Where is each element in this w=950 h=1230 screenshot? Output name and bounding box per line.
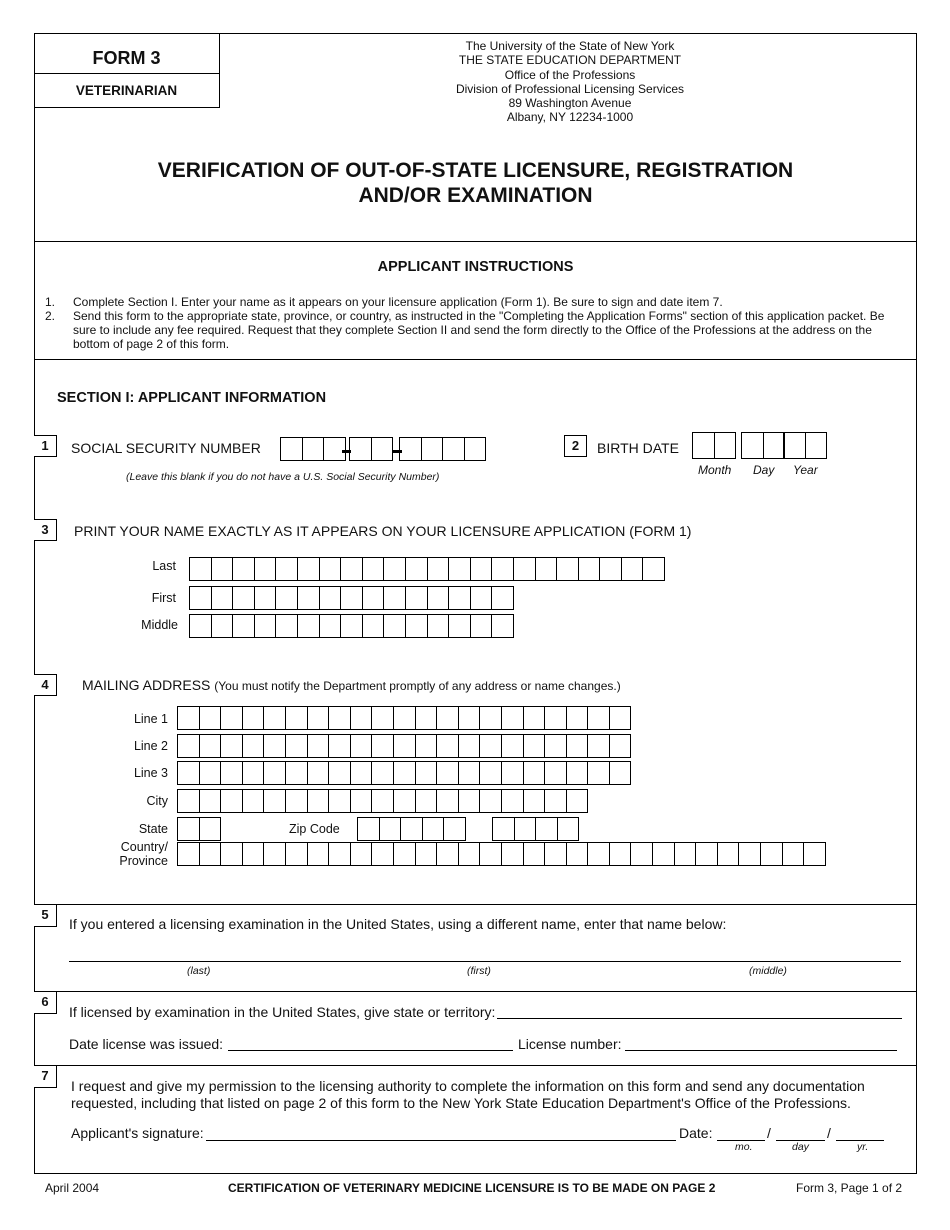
instruction-item	[45, 309, 905, 351]
ssn-part-2-boxes[interactable]	[349, 437, 393, 461]
divider	[34, 359, 917, 360]
item-6-text: If licensed by examination in the United States, give state or territory:	[69, 1004, 496, 1020]
address-line-2-label: Line 2	[133, 739, 168, 753]
mailing-address-note: (You must notify the Department promptly of any address or name changes.)	[214, 679, 621, 693]
instruction-number: 1.	[45, 295, 56, 309]
item-number-3: 3	[34, 519, 57, 541]
department-line: THE STATE EDUCATION DEPARTMENT	[458, 53, 682, 68]
instructions-heading: APPLICANT INSTRUCTIONS	[377, 259, 574, 275]
name-instruction: PRINT YOUR NAME EXACTLY AS IT APPEARS ON YOUR LICENSURE APPLICATION (FORM 1)	[74, 523, 692, 539]
item-number-5: 5	[34, 905, 57, 927]
item-number-4: 4	[34, 674, 57, 696]
date-label: Date:	[679, 1125, 713, 1141]
address-line-1-label: Line 1	[133, 712, 168, 726]
form-tag	[34, 33, 220, 108]
divider	[34, 241, 917, 242]
address-line-1-boxes[interactable]	[177, 706, 631, 730]
country-label	[100, 840, 168, 868]
title-line-1: VERIFICATION OF OUT-OF-STATE LICENSURE, REGISTRATION	[157, 159, 794, 182]
first-caption: (first)	[467, 965, 491, 977]
form-number: FORM 3	[34, 33, 219, 74]
mailing-address-label: MAILING ADDRESS	[82, 677, 211, 693]
divider	[34, 1065, 917, 1066]
ssn-part-1-boxes[interactable]	[280, 437, 346, 461]
middle-name-boxes[interactable]	[189, 614, 514, 638]
department-line: Albany, NY 12234-1000	[506, 110, 634, 125]
zip-code-label: Zip Code	[289, 822, 340, 836]
permission-text-line-1: I request and give my permission to the licensing authority to complete the information on this form and send any documentation	[71, 1078, 865, 1094]
permission-text	[71, 1078, 865, 1112]
divider	[34, 991, 917, 992]
department-address	[380, 39, 760, 125]
country-province-boxes[interactable]	[177, 842, 826, 866]
day-caption: day	[792, 1141, 809, 1153]
last-caption: (last)	[187, 965, 211, 977]
form-profession: VETERINARIAN	[75, 83, 178, 98]
first-name-label: First	[151, 591, 176, 605]
date-issued-line[interactable]	[228, 1050, 513, 1051]
year-caption: Year	[793, 463, 818, 477]
birth-day-boxes[interactable]	[741, 432, 785, 459]
instruction-number: 2.	[45, 309, 56, 323]
signature-line[interactable]	[206, 1140, 676, 1141]
permission-text-line-2: requested, including that listed on page 2 of this form to the New York State Education Department's Office of the Professions.	[71, 1095, 851, 1111]
item-number-1: 1	[34, 435, 57, 457]
city-boxes[interactable]	[177, 789, 588, 813]
footer-notice: CERTIFICATION OF VETERINARY MEDICINE LICENSURE IS TO BE MADE ON PAGE 2	[228, 1181, 716, 1195]
item-number-7: 7	[34, 1066, 57, 1088]
instruction-item	[45, 295, 905, 309]
state-label: State	[138, 822, 168, 836]
ssn-part-3-boxes[interactable]	[399, 437, 486, 461]
department-line: Office of the Professions	[504, 67, 636, 82]
department-line: 89 Washington Avenue	[508, 96, 632, 111]
instruction-text: Send this form to the appropriate state, province, or country, as instructed in the "Completing the Application Forms" section of this application packet. Be sure to include any fee required. Request that they complete Section II and send the form directly to the Office of the Professions at the address on the bottom of page 2 of this form.	[73, 309, 885, 351]
middle-name-label: Middle	[141, 618, 178, 632]
mailing-address-heading	[82, 677, 621, 693]
item-number-6: 6	[34, 992, 57, 1014]
birth-date-label: BIRTH DATE	[597, 440, 679, 456]
mo-caption: mo.	[735, 1141, 753, 1153]
date-issued-label: Date license was issued:	[69, 1036, 224, 1052]
month-caption: Month	[698, 463, 732, 477]
page-title	[34, 158, 917, 208]
address-line-2-boxes[interactable]	[177, 734, 631, 758]
license-number-label: License number:	[518, 1036, 622, 1052]
last-name-label: Last	[152, 559, 176, 573]
birth-year-boxes[interactable]	[783, 432, 827, 459]
previous-name-line[interactable]	[69, 961, 901, 962]
section-1-heading: SECTION I: APPLICANT INFORMATION	[57, 390, 327, 406]
state-boxes[interactable]	[177, 817, 221, 841]
department-line: Division of Professional Licensing Services	[455, 81, 685, 96]
first-name-boxes[interactable]	[189, 586, 514, 610]
item-5-text: If you entered a licensing examination in the United States, using a different name, enter that name below:	[69, 916, 727, 932]
instructions-list	[45, 295, 905, 351]
item-number-2: 2	[564, 435, 587, 457]
footer-page: Form 3, Page 1 of 2	[796, 1181, 903, 1195]
last-name-boxes[interactable]	[189, 557, 665, 581]
address-line-3-boxes[interactable]	[177, 761, 631, 785]
date-slash: /	[827, 1125, 831, 1141]
day-caption: Day	[753, 463, 775, 477]
title-line-2: AND/OR EXAMINATION	[358, 184, 593, 207]
country-label-line-1: Country/	[120, 840, 168, 854]
state-territory-line[interactable]	[497, 1018, 902, 1019]
divider	[34, 904, 917, 905]
department-line: The University of the State of New York	[465, 39, 675, 53]
ssn-note: (Leave this blank if you do not have a U.S. Social Security Number)	[126, 471, 440, 483]
ssn-label: SOCIAL SECURITY NUMBER	[71, 440, 261, 456]
instruction-text: Complete Section I. Enter your name as it appears on your licensure application (Form 1). Be sure to sign and date item 7.	[73, 295, 723, 309]
birth-month-boxes[interactable]	[692, 432, 736, 459]
address-line-3-label: Line 3	[133, 766, 168, 780]
zip-extension-boxes[interactable]	[492, 817, 579, 841]
signature-label: Applicant's signature:	[71, 1125, 204, 1141]
yr-caption: yr.	[857, 1141, 869, 1153]
middle-caption: (middle)	[749, 965, 787, 977]
zip-code-boxes[interactable]	[357, 817, 466, 841]
footer-date: April 2004	[45, 1181, 100, 1195]
license-number-line[interactable]	[625, 1050, 897, 1051]
country-label-line-2: Province	[119, 854, 168, 868]
city-label: City	[146, 794, 168, 808]
date-slash: /	[767, 1125, 771, 1141]
